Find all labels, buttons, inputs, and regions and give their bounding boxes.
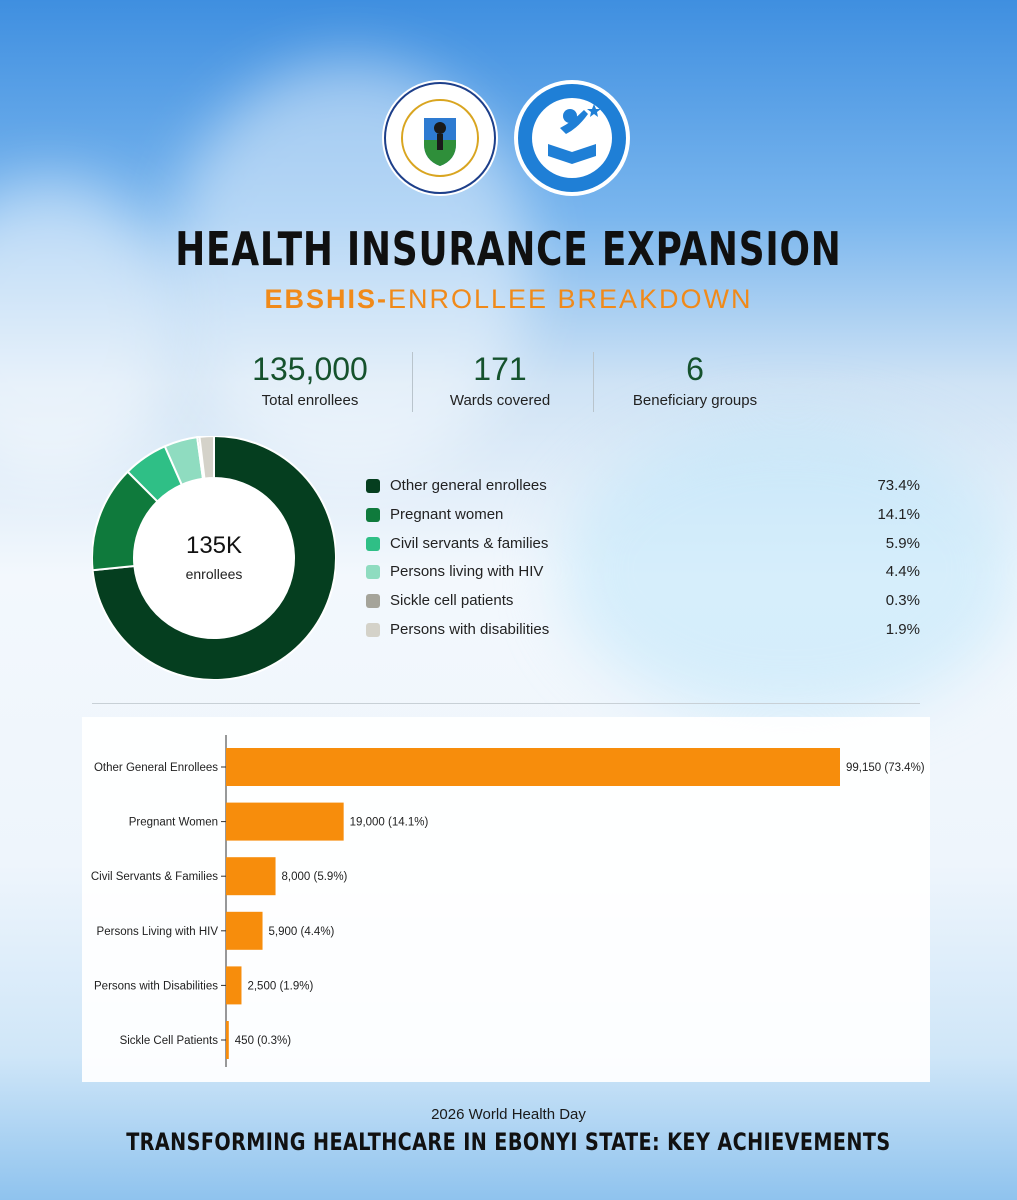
legend-label: Persons with disabilities: [390, 620, 550, 638]
bar-1: [226, 803, 344, 841]
legend-label: Persons living with HIV: [390, 563, 544, 581]
bar-category-label: Pregnant Women: [128, 816, 218, 829]
legend-item: [365, 474, 925, 503]
stat-value: 171: [473, 351, 527, 387]
new-media-office-seal-icon: [380, 78, 500, 198]
page-title: HEALTH INSURANCE EXPANSION: [175, 222, 842, 276]
legend-swatch: [366, 594, 380, 608]
bar-chart-svg: [82, 717, 930, 1082]
stat-label: Total enrollees: [261, 392, 359, 409]
logo-group: [380, 78, 640, 208]
legend-swatch: [366, 508, 380, 522]
stat-wards-covered: [420, 350, 580, 414]
donut-legend: [365, 474, 925, 647]
bar-2: [226, 857, 276, 895]
bar-data-label: 450 (0.3%): [234, 1035, 292, 1047]
stat-value: 6: [686, 351, 704, 387]
legend-percent: 4.4%: [885, 563, 920, 581]
legend-percent: 14.1%: [877, 505, 920, 523]
bar-data-label: 8,000 (5.9%): [281, 871, 348, 884]
bar-5: [226, 1021, 229, 1059]
legend-label: Sickle cell patients: [390, 592, 514, 610]
legend-item: [365, 589, 925, 618]
bar-category-label: Persons Living with HIV: [96, 925, 218, 938]
donut-center-label: enrollees: [185, 566, 243, 582]
legend-item: [365, 503, 925, 532]
bar-category-label: Civil Servants & Families: [90, 871, 218, 884]
bar-data-label: 19,000 (14.1%): [349, 816, 429, 829]
stat-divider: [593, 352, 594, 412]
bar-data-label: 5,900 (4.4%): [268, 925, 335, 938]
peoples-charter-logo-icon: [512, 78, 632, 198]
subtitle-prefix: EBSHIS-: [264, 284, 388, 314]
stat-value: 135,000: [252, 351, 368, 387]
bar-4: [226, 966, 241, 1004]
legend-swatch: [366, 623, 380, 637]
legend-label: Pregnant women: [390, 505, 504, 523]
footer-title: TRANSFORMING HEALTHCARE IN EBONYI STATE: KEY ACHIEVEMENTS: [126, 1128, 891, 1156]
bar-category-label: Other General Enrollees: [93, 762, 218, 774]
legend-percent: 73.4%: [877, 477, 920, 494]
stat-label: Beneficiary groups: [632, 392, 758, 409]
legend-percent: 1.9%: [885, 620, 920, 638]
bar-category-label: Sickle Cell Patients: [119, 1035, 218, 1047]
legend-percent: 0.3%: [885, 592, 920, 610]
stat-total-enrollees: [230, 350, 390, 414]
donut-center: [92, 436, 336, 680]
legend-swatch: [366, 565, 380, 579]
subtitle-text: ENROLLEE BREAKDOWN: [387, 284, 753, 314]
stat-label: Wards covered: [449, 392, 551, 409]
donut-chart: [92, 436, 336, 680]
bar-category-label: Persons with Disabilities: [94, 980, 218, 993]
page-subtitle: [0, 284, 1017, 315]
bar-0: [226, 748, 840, 786]
legend-swatch: [366, 537, 380, 551]
legend-swatch: [366, 479, 380, 493]
legend-item: [365, 560, 925, 589]
stat-beneficiary-groups: [610, 350, 780, 414]
bar-chart-panel: [82, 717, 930, 1082]
stats-row: [210, 350, 810, 414]
legend-item: [365, 532, 925, 561]
legend-percent: 5.9%: [885, 534, 920, 552]
legend-label: Civil servants & families: [390, 534, 549, 552]
bar-data-label: 2,500 (1.9%): [247, 980, 314, 993]
footer-subtitle: 2026 World Health Day: [431, 1106, 586, 1123]
bar-3: [226, 912, 263, 950]
legend-label: Other general enrollees: [390, 477, 547, 494]
stat-divider: [412, 352, 413, 412]
donut-center-value: 135K: [185, 532, 243, 559]
section-divider: [92, 703, 920, 704]
bar-data-label: 99,150 (73.4%): [846, 762, 925, 774]
legend-item: [365, 618, 925, 647]
